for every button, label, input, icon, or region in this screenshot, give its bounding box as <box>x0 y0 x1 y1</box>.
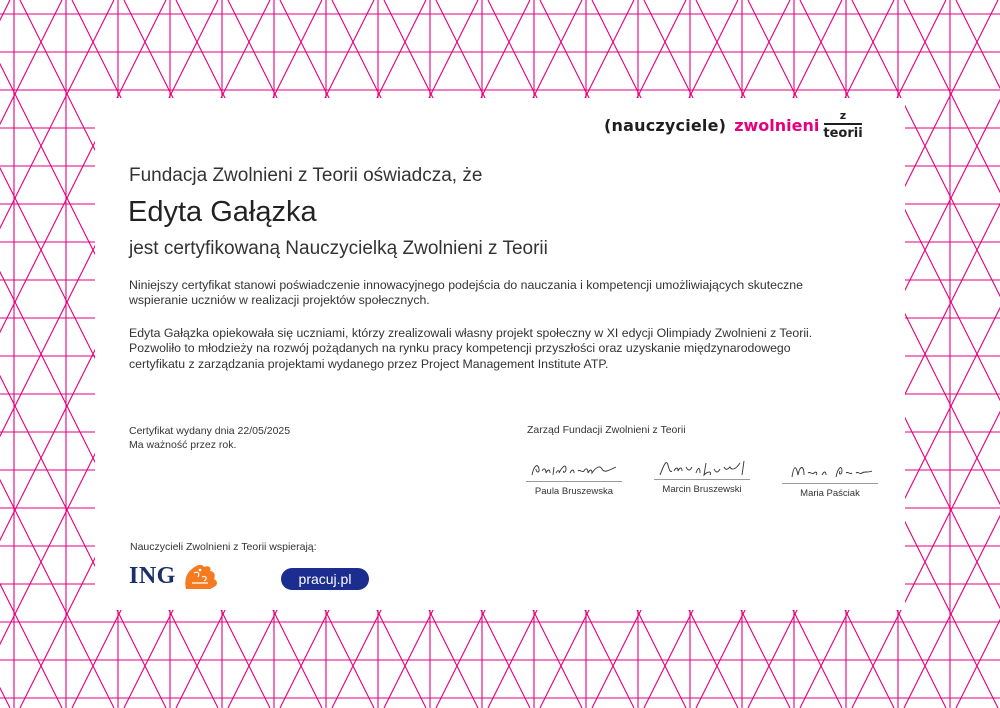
signature-image <box>526 457 622 481</box>
pracuj-logo-text: pracuj.pl <box>298 571 352 587</box>
logo-fraction <box>823 110 862 140</box>
logo-nauczyciele-text: (nauczyciele) <box>604 115 727 135</box>
signature-line <box>654 479 750 480</box>
signature-image <box>782 459 878 483</box>
certificate-paragraph-1: Niniejszy certyfikat stanowi poświadczenie innowacyjnego podejścia do nauczania i kompetencji umożliwiających skuteczne wspieranie uczniów w realizacji projektów społecznych. <box>129 278 803 308</box>
issue-date: Certyfikat wydany dnia 22/05/2025 <box>129 425 291 437</box>
board-label: Zarząd Fundacji Zwolnieni z Teorii <box>527 424 686 436</box>
sponsors-label: Nauczycieli Zwolnieni z Teorii wspierają: <box>130 541 317 553</box>
ing-logo <box>129 561 224 591</box>
signature-image <box>654 455 750 479</box>
pracuj-logo <box>281 568 369 590</box>
validity-note: Ma ważność przez rok. <box>129 439 237 451</box>
certificate-intro: Fundacja Zwolnieni z Teorii oświadcza, że <box>129 165 483 186</box>
logo-zwolnieni-text: zwolnieni <box>734 115 820 135</box>
signature-line <box>526 481 622 482</box>
signatory-name: Maria Paściak <box>800 488 860 499</box>
signature-block-3 <box>782 459 878 499</box>
recipient-name: Edyta Gałązka <box>128 196 317 228</box>
logo-fraction-top: z <box>839 109 847 122</box>
logo-fraction-bottom: teorii <box>823 126 863 141</box>
zwolnieni-z-teorii-logo <box>604 105 863 145</box>
signatory-name: Paula Bruszewska <box>534 486 614 497</box>
certificate-paragraph-2: Edyta Gałązka opiekowała się uczniami, którzy zrealizowali własny projekt społeczny w XI edycji Olimpiady Zwolnieni z Teorii. Pozwoliło to młodzieży na rozwój pożądanych na rynku pracy kompetencji przyszłości oraz uzyskanie międzynarodowego certyfikatu z zarządzania projektami wydanego przez Project Management Institute ATP. <box>129 326 813 371</box>
ing-lion-icon <box>180 561 224 591</box>
signature-block-1 <box>526 457 622 497</box>
ing-logo-text: ING <box>129 562 176 589</box>
signature-line <box>782 483 878 484</box>
signatory-name: Marcin Bruszewski <box>662 484 742 495</box>
issue-info <box>129 424 290 452</box>
signature-block-2 <box>654 455 750 495</box>
certificate-title: jest certyfikowaną Nauczycielką Zwolnieni z Teorii <box>129 238 548 259</box>
